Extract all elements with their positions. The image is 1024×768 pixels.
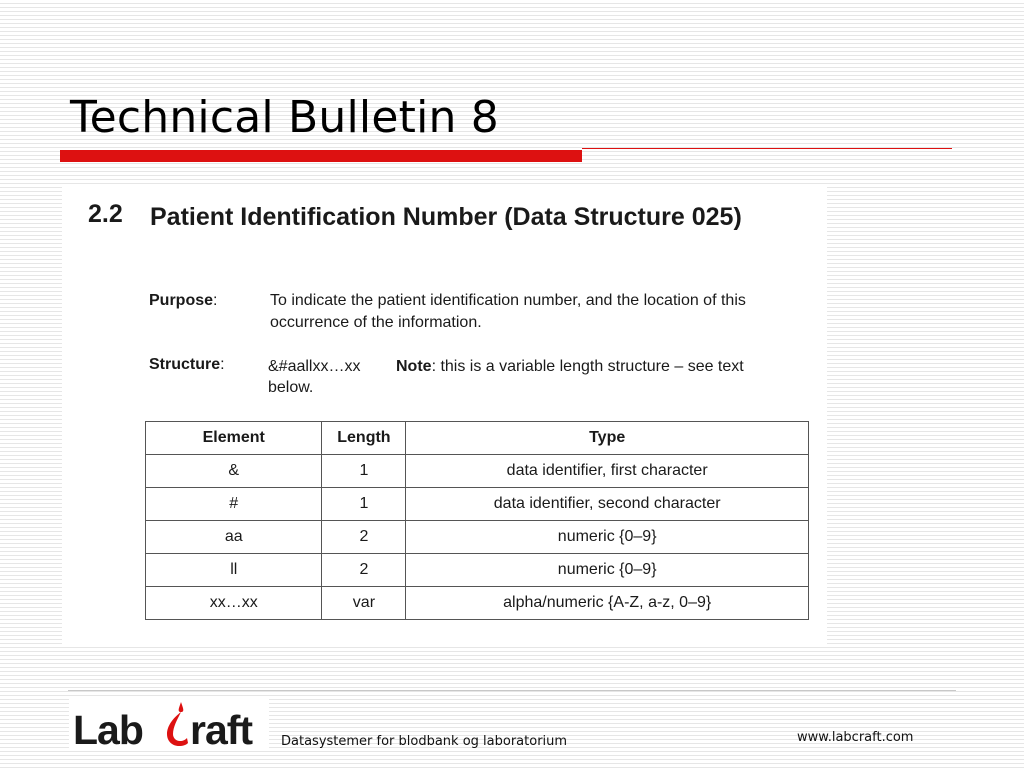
document-excerpt [62,184,827,646]
cell-type: numeric {0–9} [406,521,809,554]
table-row [146,554,809,587]
cell-length: var [322,587,406,620]
slide-title: Technical Bulletin 8 [70,92,499,143]
structure-code: &#aallxx…xx [268,358,361,375]
header-element: Element [146,422,322,455]
labcraft-logo-mark [69,698,269,750]
section-number: 2.2 [88,200,123,228]
cell-length: 2 [322,521,406,554]
purpose-label: Purpose: [149,292,218,309]
header-type: Type [406,422,809,455]
cell-type: data identifier, first character [406,455,809,488]
cell-element: & [146,455,322,488]
header-length: Length [322,422,406,455]
table-row [146,521,809,554]
cell-element: xx…xx [146,587,322,620]
footer-website-link[interactable]: www.labcraft.com [797,730,914,745]
cell-type: alpha/numeric {A-Z, a-z, 0–9} [406,587,809,620]
structure-label: Structure: [149,356,225,373]
table-header-row [146,422,809,455]
cell-element: aa [146,521,322,554]
svg-text:raft: raft [190,707,253,750]
structure-note-continued: below. [268,379,314,396]
table-row [146,488,809,521]
purpose-label-text: Purpose [149,292,214,309]
structure-note [396,356,806,378]
cell-element: ll [146,554,322,587]
structure-label-text: Structure [149,356,221,373]
purpose-text: To indicate the patient identification number, and the location of this occurrence of the information. [270,292,746,331]
footer-divider [68,690,956,691]
labcraft-logo [69,698,269,750]
cell-element: # [146,488,322,521]
cell-length: 1 [322,455,406,488]
element-table [145,421,809,620]
cell-length: 2 [322,554,406,587]
cell-type: numeric {0–9} [406,554,809,587]
table-row [146,455,809,488]
cell-length: 1 [322,488,406,521]
svg-text:Lab: Lab [73,707,143,750]
title-underline-thick [60,150,582,162]
section-title: Patient Identification Number (Data Structure 025) [150,203,742,231]
note-text: : this is a variable length structure – see text [431,358,744,375]
footer-tagline: Datasystemer for blodbank og laboratorium [281,734,568,749]
note-label: Note [396,358,432,375]
title-underline-thin [582,148,952,149]
table-row [146,587,809,620]
cell-type: data identifier, second character [406,488,809,521]
